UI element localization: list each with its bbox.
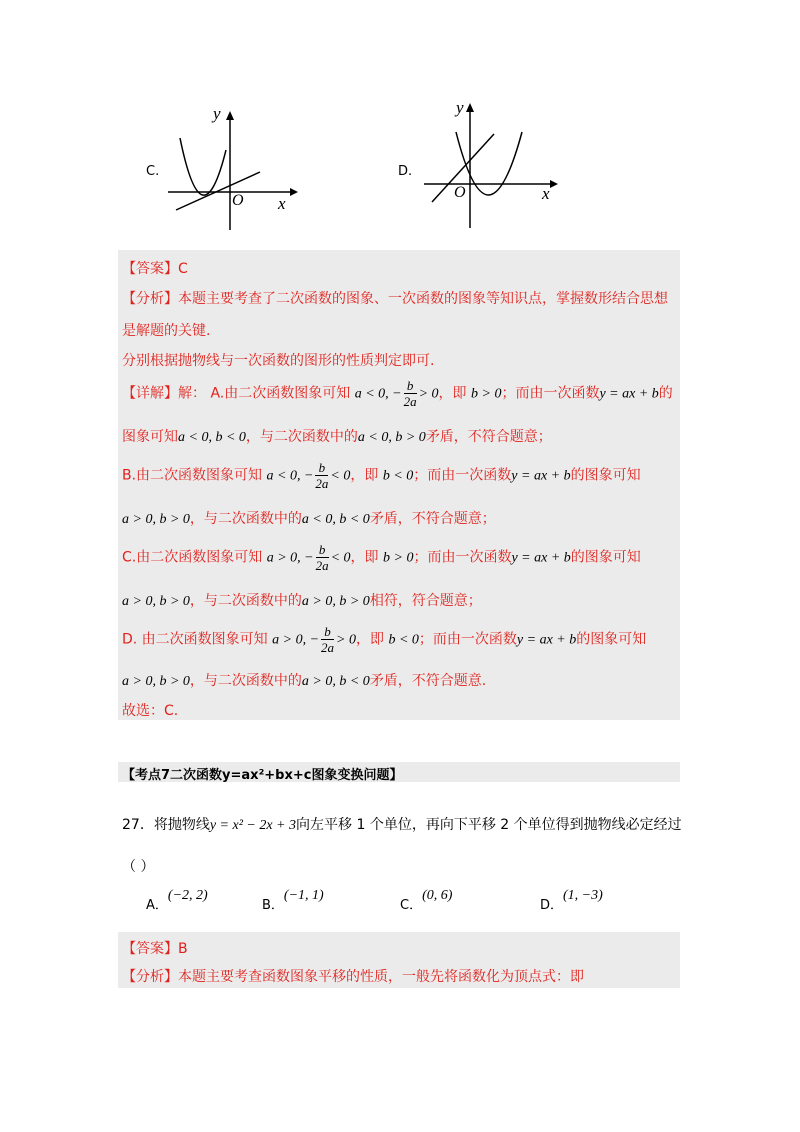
detail-b-line2: a > 0, b > 0，与二次函数中的a < 0, b < 0矛盾，不符合题意；	[122, 511, 496, 527]
answer-2: 【答案】B	[122, 941, 188, 957]
graph-d-y-label: y	[456, 98, 464, 117]
detail-a-line2: 图象可知a < 0, b < 0，与二次函数中的a < 0, b > 0矛盾，不符合题意；	[122, 429, 552, 445]
analysis-2: 【分析】本题主要考查函数图象平移的性质，一般先将函数化为顶点式：即	[122, 969, 584, 985]
graph-d-x-arrow	[550, 180, 558, 188]
graph-d-label: D.	[398, 164, 413, 179]
graph-c-parabola	[180, 138, 226, 195]
graph-d	[398, 98, 562, 238]
graph-c-y-label: y	[213, 104, 221, 123]
detail-d-line1: D. 由二次函数图象可知 a > 0, − $\frac{b}{2a}$ > 0，即 b < 0；而由一次函数y = ax + b的图象可知	[122, 624, 647, 655]
question-27: 27．将抛物线y = x² − 2x + 3向左平移 1 个单位，再向下平移 2 个单位得到抛物线必定经过	[122, 817, 682, 833]
detail-c-line1: C.由二次函数图象可知 a > 0, − $\frac{b}{2a}$ < 0，即 b > 0；而由一次函数y = ax + b的图象可知	[122, 542, 641, 573]
detail-d-line2: a > 0, b > 0，与二次函数中的a > 0, b < 0矛盾，不符合题意.	[122, 673, 487, 689]
option-c: C．(0, 6)	[400, 888, 453, 913]
detail-a-line1: 【详解】解： A.由二次函数图象可知 a < 0, − $\frac{b}{2a}$ > 0，即 b > 0；而由一次函数y = ax + b的	[122, 378, 673, 409]
graph-d-y-arrow	[466, 103, 474, 112]
graph-c-y-arrow	[226, 111, 234, 120]
option-a: A．(−2, 2)	[146, 888, 208, 913]
detail-c-line2: a > 0, b > 0，与二次函数中的a > 0, b > 0相符，符合题意；	[122, 593, 482, 609]
option-d: D．(1, −3)	[540, 888, 603, 913]
graph-c	[140, 100, 300, 240]
graph-c-x-arrow	[290, 188, 298, 196]
option-b: B．(−1, 1)	[262, 888, 324, 913]
graph-d-plot	[398, 98, 562, 238]
detail-b-line1: B.由二次函数图象可知 a < 0, − $\frac{b}{2a}$ < 0，即 b < 0；而由一次函数y = ax + b的图象可知	[122, 460, 641, 491]
graph-c-origin: O	[232, 192, 244, 209]
answer-1: 【答案】C	[122, 261, 188, 277]
graph-c-label: C.	[146, 164, 160, 179]
analysis-1-method: 分别根据抛物线与一次函数的图形的性质判定即可.	[122, 353, 435, 369]
question-27-paren: （ ）	[122, 859, 155, 875]
analysis-1: 【分析】本题主要考查了二次函数的图象、一次函数的图象等知识点，掌握数形结合思想	[122, 291, 668, 307]
section-title: 【考点7二次函数y=ax²+bx+c图象变换问题】	[122, 768, 403, 783]
graph-d-x-label: x	[542, 184, 550, 203]
graph-c-x-label: x	[278, 194, 286, 213]
detail-choose: 故选：C.	[122, 703, 179, 719]
graph-d-origin: O	[454, 184, 466, 201]
analysis-1-cont: 是解题的关键.	[122, 323, 211, 339]
